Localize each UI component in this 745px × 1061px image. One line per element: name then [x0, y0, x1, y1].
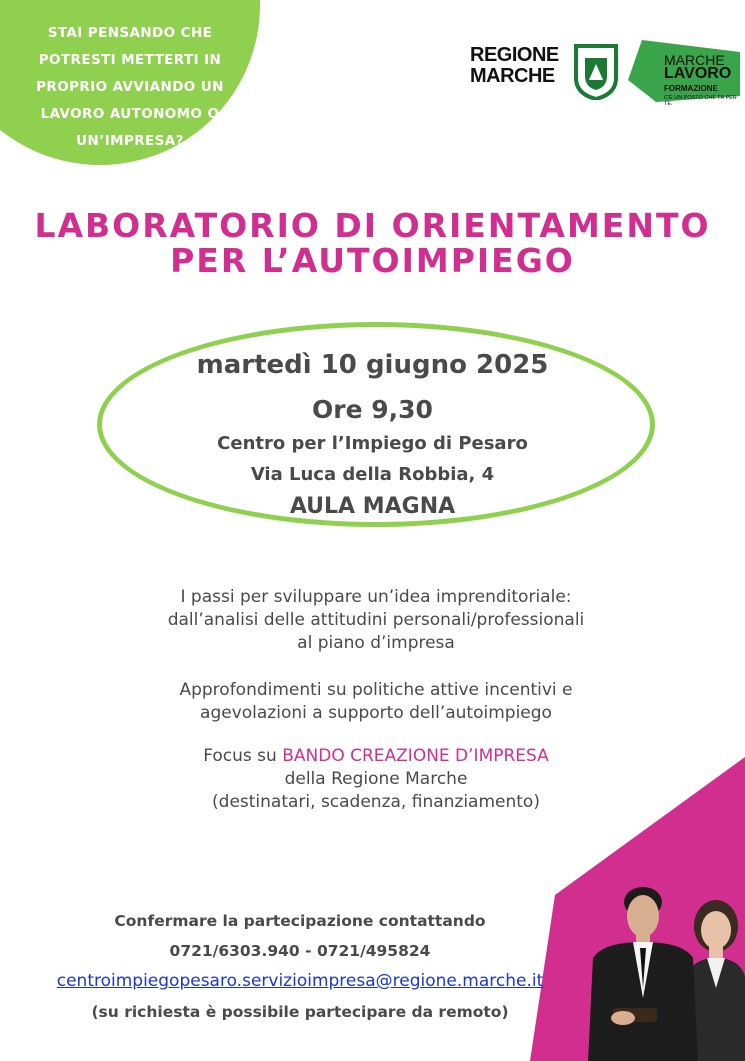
event-address: Via Luca della Robbia, 4 — [250, 464, 495, 485]
mlf-line1: MARCHE — [664, 52, 725, 68]
event-date: martedì 10 giugno 2025 — [196, 350, 549, 380]
mlf-tagline: C'È UN POSTO CHE FA PER TE. — [664, 95, 737, 107]
paragraph-steps: I passi per sviluppare un’idea imprenditoriale: dall’analisi delle attitudini personali/professionali al piano d’impresa — [167, 587, 585, 653]
contact-email-link[interactable]: centroimpiegopesaro.servizioimpresa@regione.marche.it — [56, 971, 544, 991]
event-room: AULA MAGNA — [289, 494, 456, 519]
contact-phones: 0721/6303.940 - 0721/495824 — [169, 942, 431, 960]
paragraph-policies: Approfondimenti su politiche attive incentivi e agevolazioni a supporto dell’autoimpiego — [179, 680, 573, 723]
business-people-image — [583, 878, 745, 1061]
event-time: Ore 9,30 — [312, 395, 433, 424]
title-line2: PER L’AUTOIMPIEGO — [170, 241, 575, 280]
contact-heading: Confermare la partecipazione contattando — [114, 912, 486, 930]
paragraph-focus — [0, 745, 745, 814]
contact-remote-note: (su richiesta è possibile partecipare da remoto) — [91, 1003, 509, 1021]
regione-crest-icon — [574, 44, 618, 100]
focus-prefix: Focus su — [203, 746, 283, 766]
regione-marche-logo — [470, 44, 620, 100]
focus-rest: della Regione Marche (destinatari, scadenza, finanziamento) — [212, 769, 540, 812]
regione-logo-line1: REGIONE — [470, 44, 559, 66]
focus-highlight: BANDO CREAZIONE D’IMPRESA — [282, 746, 549, 766]
event-place: Centro per l’Impiego di Pesaro — [217, 433, 528, 454]
regione-logo-line2: MARCHE — [470, 65, 555, 87]
contact-email-row — [0, 971, 600, 991]
title-line1: LABORATORIO DI ORIENTAMENTO — [34, 206, 711, 245]
mlf-line3: FORMAZIONE — [664, 84, 718, 93]
mlf-line2: LAVORO — [664, 65, 732, 82]
corner-badge-text: STAI PENSANDO CHE POTRESTI METTERTI IN PROPRIO AVVIANDO UN LAVORO AUTONOMO O UN’IMPRESA? — [36, 25, 224, 149]
marche-lavoro-formazione-logo — [628, 40, 740, 110]
